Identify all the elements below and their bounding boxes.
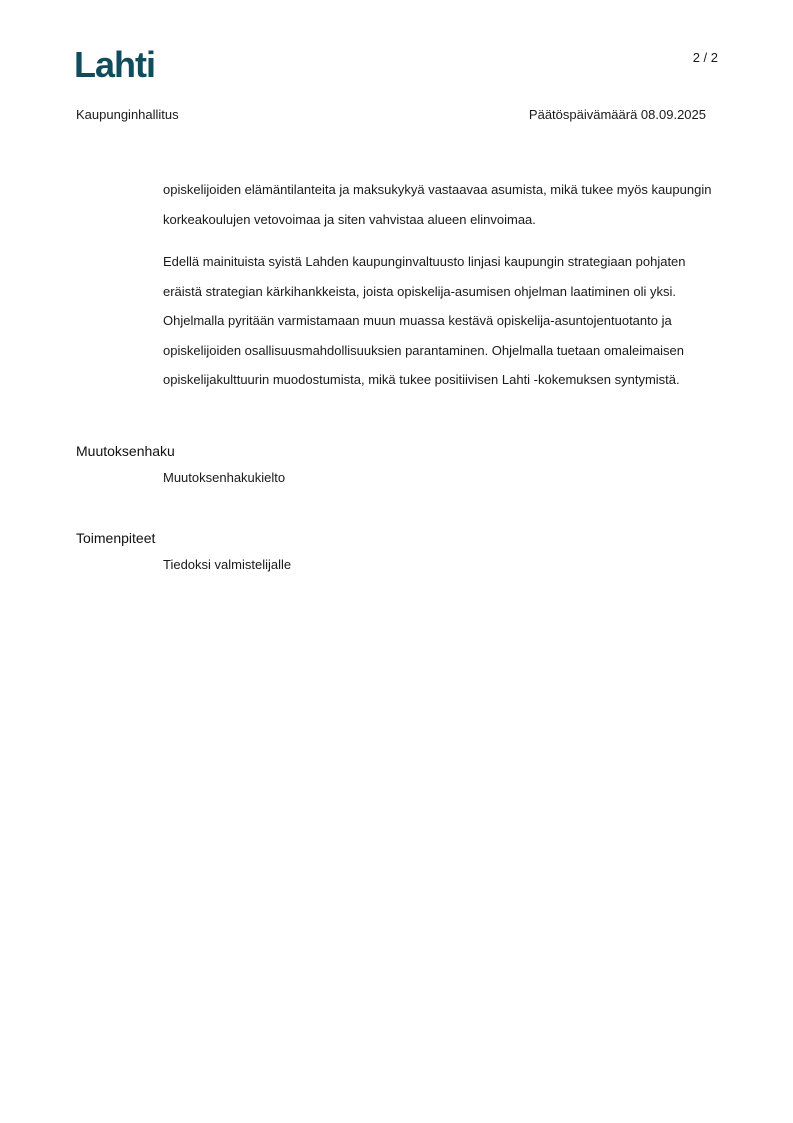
page-number: 2 / 2 xyxy=(692,50,718,65)
actions-value: Tiedoksi valmistelijalle xyxy=(163,557,292,572)
appeal-value: Muutoksenhakukielto xyxy=(163,470,286,485)
body-paragraph-2 xyxy=(163,247,723,395)
logo-text: Lahti xyxy=(74,46,155,82)
body-paragraph-1 xyxy=(163,175,723,234)
paragraph-text: Edellä mainituista syistä Lahden kaupunginvaltuusto linjasi kaupungin strategiaan pohjaten eräistä strategian kärkihankkeista, joista opiskelija-asumisen ohjelman laatiminen oli yksi. Ohjelmalla pyritään varmistamaan muun muassa kestävä opiskelija-asuntojentuotanto ja opiskelijoiden osallisuusmahdollisuuksien parantaminen. Ohjelmalla tuetaan omaleimaisen opiskelijakulttuurin muodostumista, mikä tukee positiivisen Lahti -kokemuksen syntymistä. xyxy=(163,254,686,387)
lahti-logo xyxy=(74,46,168,82)
paragraph-text: opiskelijoiden elämäntilanteita ja maksukykyä vastaavaa asumista, mikä tukee myös kaupungin korkeakoulujen vetovoimaa ja siten vahvistaa alueen elinvoimaa. xyxy=(163,182,712,227)
decision-date: Päätöspäivämäärä 08.09.2025 xyxy=(528,107,706,122)
organization-name: Kaupunginhallitus xyxy=(76,107,179,122)
actions-heading: Toimenpiteet xyxy=(76,530,156,546)
appeal-heading: Muutoksenhaku xyxy=(76,443,175,459)
